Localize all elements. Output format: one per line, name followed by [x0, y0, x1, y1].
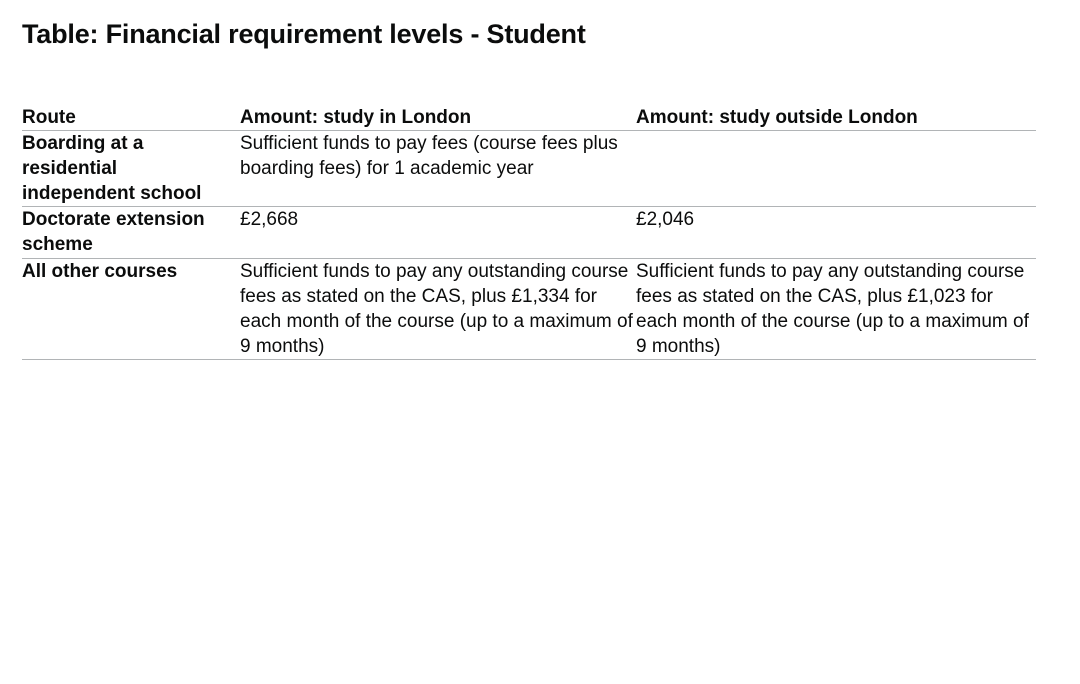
- column-header-amount-london: Amount: study in London: [240, 106, 636, 130]
- amount-outside-london-cell: Sufficient funds to pay any outstanding course fees as stated on the CAS, plus £1,023 for each month of the course (up to a maximum of 9 months): [636, 258, 1036, 359]
- route-cell: Boarding at a residential independent school: [22, 131, 240, 207]
- column-header-amount-outside-london: Amount: study outside London: [636, 106, 1036, 130]
- table-body: [22, 131, 1036, 360]
- table-head: [22, 106, 1036, 130]
- table-header-row: [22, 106, 1036, 130]
- amount-outside-london-cell: £2,046: [636, 207, 1036, 258]
- route-cell: All other courses: [22, 258, 240, 359]
- amount-london-cell: Sufficient funds to pay any outstanding course fees as stated on the CAS, plus £1,334 for each month of the course (up to a maximum of 9 months): [240, 258, 636, 359]
- table-row: [22, 258, 1036, 359]
- table-caption: Table: Financial requirement levels - Student: [22, 19, 586, 49]
- table-row: [22, 207, 1036, 258]
- financial-requirement-table: [22, 106, 1036, 359]
- route-cell: Doctorate extension scheme: [22, 207, 240, 258]
- amount-london-cell: £2,668: [240, 207, 636, 258]
- amount-outside-london-cell: [636, 131, 1036, 207]
- amount-london-cell: Sufficient funds to pay fees (course fees plus boarding fees) for 1 academic year: [240, 131, 636, 207]
- table-row: [22, 131, 1036, 207]
- column-header-route: Route: [22, 106, 240, 130]
